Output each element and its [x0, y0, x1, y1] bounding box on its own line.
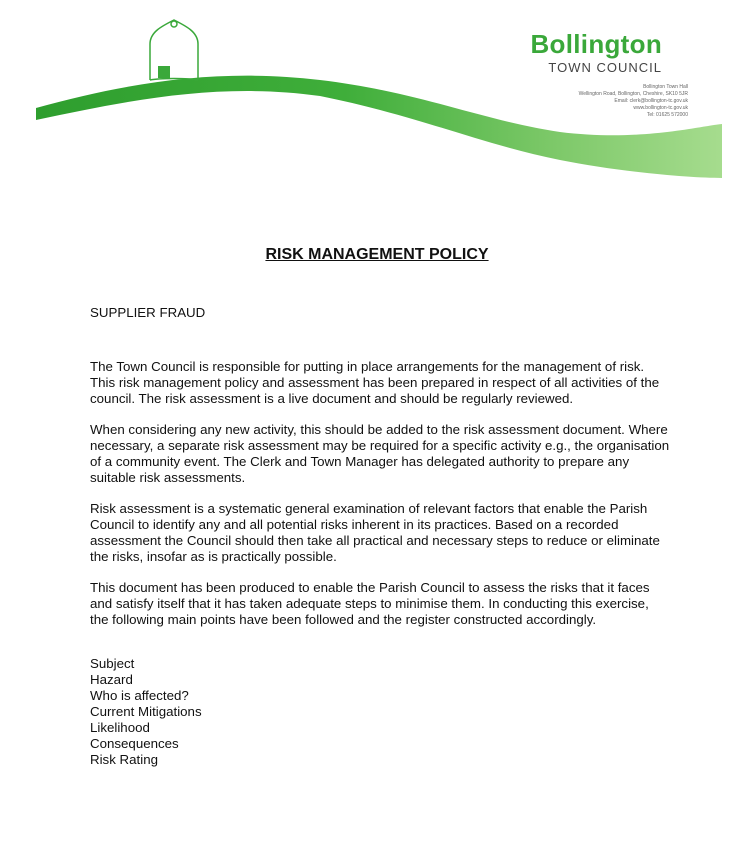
- address-line: Tel: 01625 572000: [646, 112, 688, 118]
- address-block: [579, 84, 688, 119]
- org-name: Bollington: [530, 29, 662, 59]
- list-item: Who is affected?: [90, 688, 189, 703]
- list-item: Subject: [90, 656, 135, 671]
- list-item: Risk Rating: [90, 752, 158, 767]
- town-hall-door-icon: [158, 66, 170, 78]
- paragraph: When considering any new activity, this should be added to the risk assessment document. Where necessary, a separate risk assessment may be required for a specific activity e.g., the organisation of a community event. The Clerk and Town Manager has delegated authority to prepare any suitable risk assessments.: [90, 422, 670, 485]
- main-points-list: [90, 656, 670, 768]
- address-line: Wellington Road, Bollington, Cheshire, SK10 5JR: [578, 91, 688, 97]
- brand-block: [530, 30, 662, 75]
- paragraph: The Town Council is responsible for putting in place arrangements for the management of risk.: [90, 359, 645, 374]
- address-line: www.bollington-tc.gov.uk: [633, 105, 688, 111]
- address-line: Email: clerk@bollington-tc.gov.uk: [614, 98, 688, 104]
- town-hall-icon: [150, 20, 198, 80]
- list-item: Hazard: [90, 672, 133, 687]
- address-line: Bollington Town Hall: [643, 84, 688, 90]
- list-item: Consequences: [90, 736, 179, 751]
- paragraph: This document has been produced to enable the Parish Council to assess the risks that it faces and satisfy itself that it has taken adequate steps to minimise them. In conducting this exercise, the following main points have been followed and the register constructed accordingly.: [90, 580, 650, 627]
- document-title: RISK MANAGEMENT POLICY: [265, 246, 489, 263]
- org-subtitle: TOWN COUNCIL: [548, 60, 662, 75]
- list-item: Current Mitigations: [90, 704, 202, 719]
- paragraph: Risk assessment is a systematic general examination of relevant factors that enable the Parish Council to identify any and all potential risks inherent in its practices. Based on a recorded assessment the Council should then take all practical and necessary steps to reduce or eliminate the risks, insofar as is practically possible.: [90, 501, 660, 564]
- section-subheading: SUPPLIER FRAUD: [90, 305, 206, 320]
- document-body: [90, 305, 670, 768]
- paragraph: This risk management policy and assessment has been prepared in respect of all activities of the council. The risk assessment is a live document and should be regularly reviewed.: [90, 375, 660, 406]
- list-item: Likelihood: [90, 720, 150, 735]
